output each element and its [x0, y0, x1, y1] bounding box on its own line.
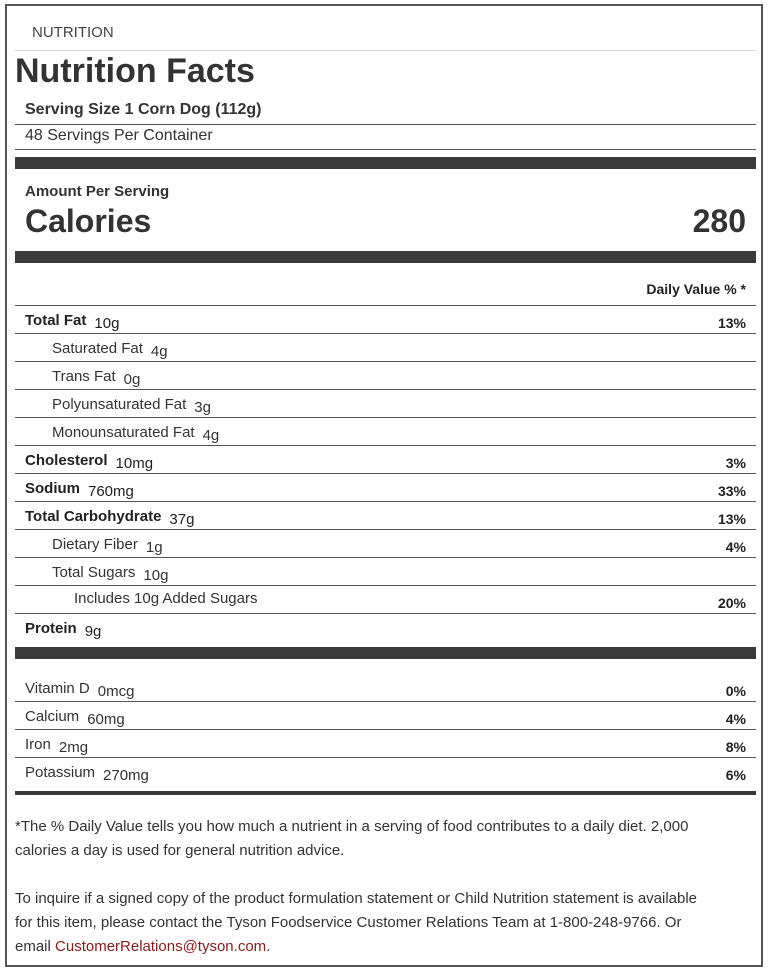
nutrient-row-saturated-fat: [15, 333, 756, 361]
inquiry-line: To inquire if a signed copy of the product formulation statement or Child Nutrition statement is available: [15, 890, 698, 907]
nutrient-amount: 0g: [123, 371, 141, 388]
nutrient-row-sodium: [15, 473, 756, 501]
vitamin-name: Iron: [25, 736, 51, 753]
nutrient-amount: 3g: [194, 399, 211, 416]
nutrient-amount: 10mg: [115, 455, 154, 472]
vitamin-row-iron: [15, 729, 756, 757]
thick-divider: [15, 157, 756, 169]
vitamin-name: Potassium: [25, 764, 96, 781]
daily-value-footnote: [15, 815, 750, 863]
nutrient-name: Total Carbohydrate: [25, 508, 162, 525]
nutrient-name: Polyunsaturated Fat: [52, 396, 187, 413]
nutrient-amount: 1g: [145, 539, 163, 556]
vitamin-daily-value: 6%: [725, 767, 746, 783]
calories-value: 280: [692, 203, 746, 239]
nutrient-name: Cholesterol: [25, 452, 108, 469]
vitamin-row-potassium: [15, 757, 756, 785]
inquiry-line: [15, 935, 750, 959]
nutrient-name: Saturated Fat: [52, 340, 143, 357]
inquiry-email-prefix: email: [15, 938, 56, 955]
nutrient-row-cholesterol: [15, 445, 756, 473]
nutrient-amount: 10g: [143, 567, 169, 584]
nutrient-amount: 760mg: [88, 483, 134, 500]
nutrient-daily-value: 20%: [717, 595, 746, 611]
section-label: NUTRITION: [32, 24, 114, 41]
nutrient-name: Monounsaturated Fat: [52, 424, 195, 441]
nutrient-row-total-carbohydrate: [15, 501, 756, 529]
nutrient-amount: 10g: [94, 315, 120, 332]
nutrient-daily-value: 13%: [717, 315, 746, 331]
thick-divider: [15, 251, 756, 263]
vitamin-amount: 0mcg: [97, 683, 135, 700]
daily-value-header: Daily Value % *: [646, 281, 746, 297]
nutrient-amount: 4g: [150, 343, 168, 360]
page-title: Nutrition Facts: [15, 52, 255, 90]
vitamin-daily-value: 0%: [725, 683, 746, 699]
customer-relations-email-link[interactable]: CustomerRelations@tyson.com: [55, 938, 267, 955]
divider: [15, 50, 756, 51]
nutrient-daily-value: 13%: [717, 511, 746, 527]
nutrient-daily-value: 3%: [725, 455, 746, 471]
vitamin-daily-value: 8%: [725, 739, 746, 755]
nutrient-name: Total Fat: [25, 312, 87, 329]
vitamin-name: Calcium: [25, 708, 80, 725]
nutrient-row-monounsaturated-fat: [15, 417, 756, 445]
nutrient-daily-value: 33%: [717, 483, 746, 499]
footnote-line: *The % Daily Value tells you how much a nutrient in a serving of food contributes to a daily diet. 2,000: [15, 818, 689, 835]
divider: [15, 124, 756, 125]
nutrient-row-protein: [15, 613, 756, 641]
nutrient-name: Protein: [25, 620, 77, 637]
nutrient-daily-value: 4%: [725, 539, 746, 555]
nutrient-name: Total Sugars: [52, 564, 136, 581]
vitamin-row-calcium: [15, 701, 756, 729]
amount-per-serving-label: Amount Per Serving: [25, 183, 170, 200]
thick-divider: [15, 647, 756, 659]
thick-divider: [15, 791, 756, 795]
footnote-line: calories a day is used for general nutrition advice.: [15, 842, 345, 859]
nutrient-row-polyunsaturated-fat: [15, 389, 756, 417]
nutrient-amount: 9g: [84, 623, 102, 640]
nutrient-row-total-sugars: [15, 557, 756, 585]
nutrient-name: Trans Fat: [52, 368, 116, 385]
nutrient-row-dietary-fiber: [15, 529, 756, 557]
nutrient-row-trans-fat: [15, 361, 756, 389]
vitamin-row-vitamin-d: [15, 673, 756, 701]
nutrient-amount: 4g: [202, 427, 220, 444]
nutrient-name: Dietary Fiber: [52, 536, 138, 553]
divider: [15, 149, 756, 150]
vitamin-daily-value: 4%: [725, 711, 746, 727]
inquiry-email-suffix: .: [266, 938, 271, 955]
inquiry-text: [15, 887, 750, 959]
nutrient-name: Includes 10g Added Sugars: [74, 590, 258, 607]
nutrient-row-added-sugars: [15, 585, 756, 613]
vitamin-amount: 270mg: [103, 767, 149, 784]
vitamin-name: Vitamin D: [25, 680, 90, 697]
vitamin-amount: 2mg: [58, 739, 89, 756]
inquiry-line: for this item, please contact the Tyson Foodservice Customer Relations Team at 1-800-248-9766. Or: [15, 914, 682, 931]
calories-label: Calories: [25, 203, 152, 239]
nutrient-amount: 37g: [169, 511, 195, 528]
nutrient-row-total-fat: [15, 305, 756, 333]
servings-per-container: 48 Servings Per Container: [25, 127, 213, 144]
serving-size: Serving Size 1 Corn Dog (112g): [25, 101, 262, 118]
nutrient-name: Sodium: [25, 480, 80, 497]
vitamin-amount: 60mg: [87, 711, 125, 728]
